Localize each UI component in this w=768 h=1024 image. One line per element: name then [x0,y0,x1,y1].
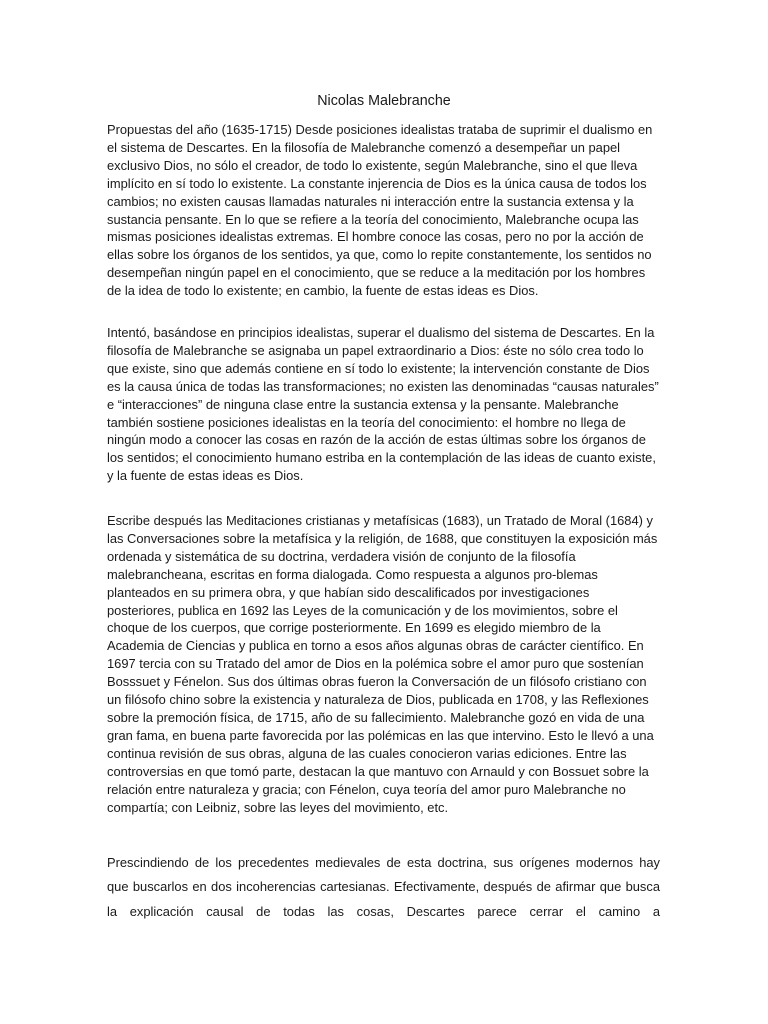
paragraph-1: Propuestas del año (1635-1715) Desde posiciones idealistas trataba de suprimir el dualismo en el sistema de Descartes. En la filosofía de Malebranche comenzó a desempeñar un papel exclusivo Dios, no sólo el creador, de todo lo existente, según Malebranche, sino el que lleva implícito en sí todo lo existente. La constante injerencia de Dios es la única causa de todos los cambios; no existen causas llamadas naturales ni interacción entre la sustancia extensa y la sustancia pensante. En lo que se refiere a la teoría del conocimiento, Malebranche ocupa las mismas posiciones idealistas extremas. El hombre conoce las cosas, pero no por la acción de ellas sobre los órganos de los sentidos, ya que, como lo repite constantemente, los sentidos no desempeñan ningún papel en el conocimiento, que se reduce a la meditación por los hombres de la idea de todo lo existente; en cambio, la fuente de estas ideas es Dios. [107,122,653,299]
paragraph-4: Prescindiendo de los precedentes medievales de esta doctrina, sus orígenes modernos hay que buscarlos en dos incoherencias cartesianas. Efectivamente, después de afirmar que busca la explicación causal de todas las cosas, Descartes parece cerrar el camino a [107,855,660,919]
page-title: Nicolas Malebranche [317,93,451,109]
paragraph-3: Escribe después las Meditaciones cristianas y metafísicas (1683), un Tratado de Moral (1684) y las Conversaciones sobre la metafísica y la religión, de 1688, que constituyen la exposición más ordenada y sistemática de su doctrina, verdadera visión de conjunto de la filosofía malebrancheana, escritas en forma dialogada. Como respuesta a algunos pro-blemas planteados en su primera obra, y que habían sido descalificados por investigaciones posteriores, publica en 1692 las Leyes de la comunicación y de los movimientos, sobre el choque de los cuerpos, que corrige posteriormente. En 1699 es elegido miembro de la Academia de Ciencias y publica en torno a esos años algunas obras de carácter científico. En 1697 tercia con su Tratado del amor de Dios en la polémica sobre el amor puro que sostenían Bosssuet y Fénelon. Sus dos últimas obras fueron la Conversación de un filósofo cristiano con un filósofo chino sobre la existencia y naturaleza de Dios, publicada en 1708, y las Reflexiones sobre la premoción física, de 1715, año de su fallecimiento. Malebranche gozó en vida de una gran fama, en buena parte favorecida por las polémicas en las que intervino. Esto le llevó a una continua revisión de sus obras, alguna de las cuales conocieron varias ediciones. Entre las controversias en que tomó parte, destacan la que mantuvo con Arnauld y con Bossuet sobre la relación entre naturaleza y gracia; con Fénelon, cuya teoría del amor puro Malebranche no compartía; con Leibniz, sobre las leyes del movimiento, etc. [107,513,658,815]
paragraph-2: Intentó, basándose en principios idealistas, superar el dualismo del sistema de Descartes. En la filosofía de Malebranche se asignaba un papel extraordinario a Dios: éste no sólo crea todo lo que existe, sino que además contiene en sí todo lo existente; la intervención constante de Dios es la causa única de todas las transformaciones; no existen las denominadas “causas naturales” e “interacciones” de ninguna clase entre la sustancia extensa y la pensante. Malebranche también sostiene posiciones idealistas en la teoría del conocimiento: el hombre no llega de ningún modo a conocer las cosas en razón de la acción de estas últimas sobre los órganos de los sentidos; el conocimiento humano estriba en la contemplación de las ideas de cuanto existe, y la fuente de estas ideas es Dios. [107,325,659,484]
